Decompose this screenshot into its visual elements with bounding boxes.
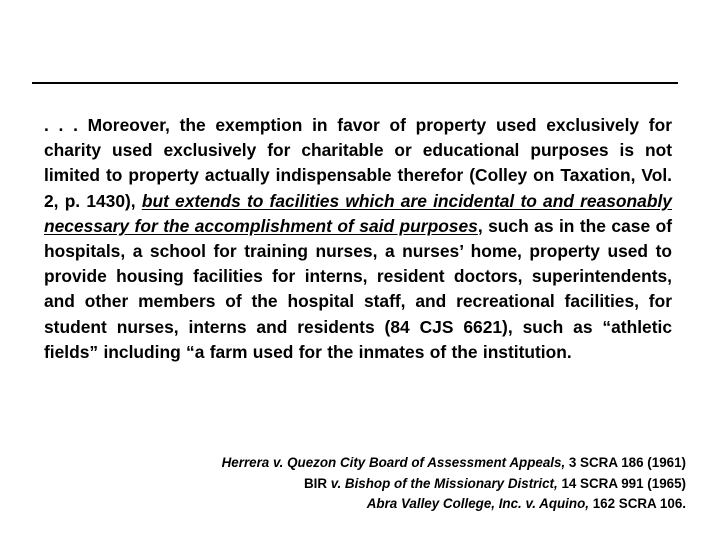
citation-line-2 [46,474,686,495]
citation-case-name: Abra Valley College, Inc. v. Aquino, [366,496,589,511]
quote-emphasized-text: but extends to facilities which are incidental to and reasonably necessary for the accomplishment of said purposes [44,190,672,236]
citation-reporter: 14 SCRA 991 (1965) [557,475,686,491]
citation-case-name: v. Bishop of the Missionary District, [330,475,558,491]
citation-reporter: 162 SCRA 106. [588,496,686,511]
citation-reporter: 3 SCRA 186 (1961) [565,455,686,470]
horizontal-divider [32,82,678,84]
citation-line-3 [46,494,686,515]
citation-line-1 [46,453,686,474]
quote-intro-text: . . . Moreover, the exemption in favor of property used exclusively for charity used exclusively for charitable or educational purposes is not limited to property actually indispensable therefor (Colley on Taxation, Vol. 2, p. 1430), [44,115,672,211]
citation-case-name: Herrera v. Quezon City Board of Assessment Appeals, [221,455,566,470]
citation-case-prefix: BIR [303,475,331,491]
case-citations [46,453,686,515]
quote-remaining-text: , such as in the case of hospitals, a school for training nurses, a nurses’ home, property used to provide housing facilities for interns, resident doctors, superintendents, and other members of the hospital staff, and recreational facilities, for student nurses, interns and residents (84 CJS 6621), such as “athletic fields” including “a farm used for the inmates of the institution. [44,215,672,362]
quoted-passage [44,113,672,365]
